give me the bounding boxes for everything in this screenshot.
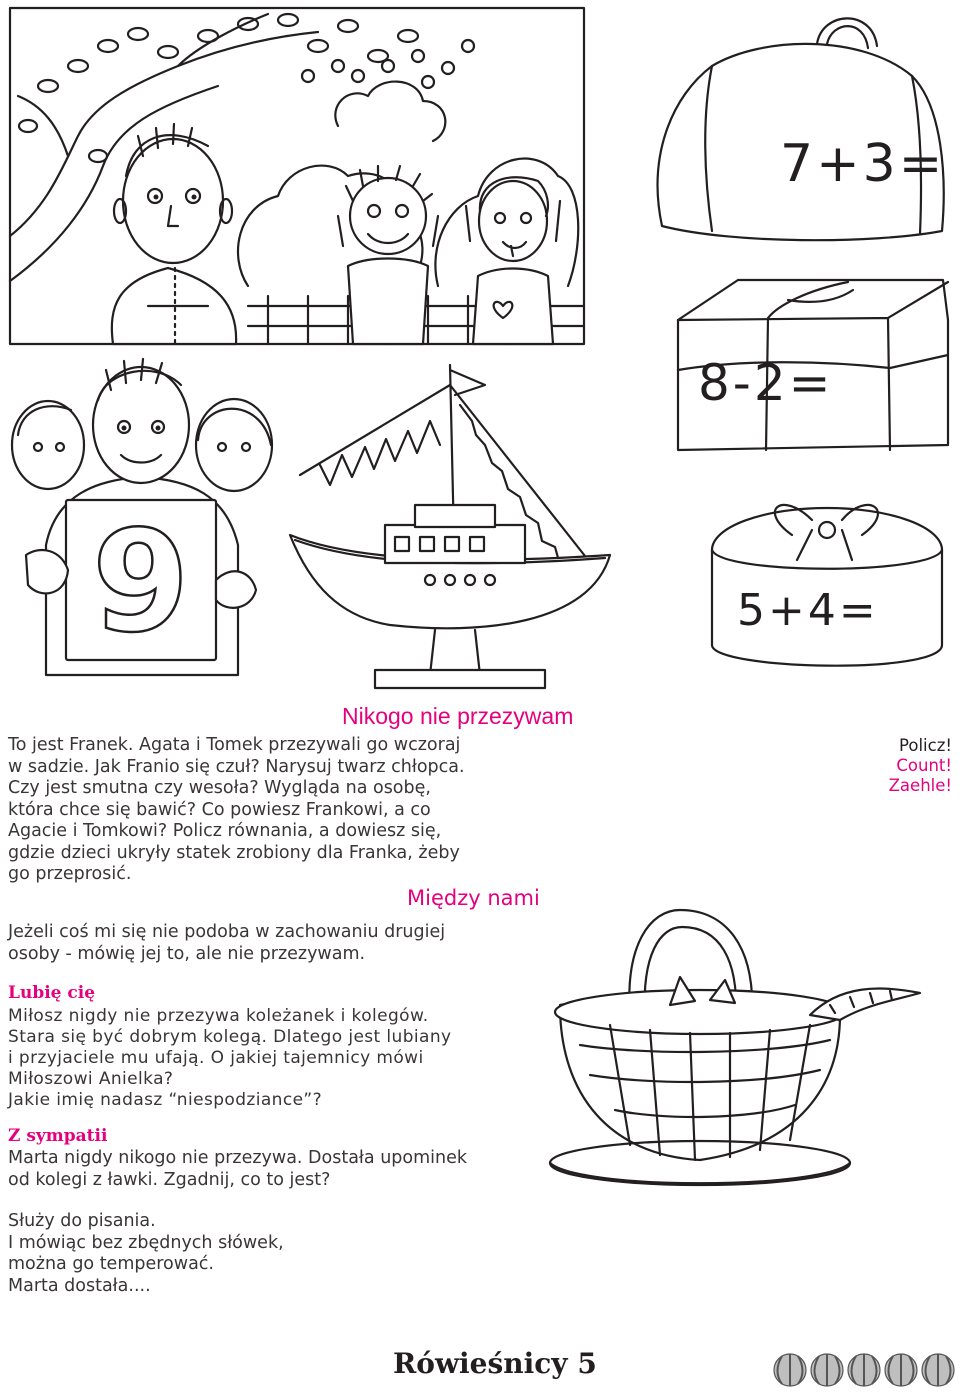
gift-box-equation-illustration bbox=[702, 480, 954, 690]
intro-line: w sadzie. Jak Franio się czuł? Narysuj twarz chłopca. bbox=[8, 756, 465, 777]
like-you-heading: Lubię cię bbox=[8, 983, 96, 1003]
footer-title: Rówieśnicy 5 bbox=[393, 1347, 597, 1380]
side-note bbox=[889, 736, 952, 796]
like-you-line: Miłosz nigdy nie przezywa koleżanek i kolegów. bbox=[8, 1006, 429, 1026]
sympathy-line: Marta nigdy nikogo nie przezywa. Dostała upominek bbox=[8, 1148, 467, 1168]
striped-ball-icon bbox=[811, 1354, 843, 1386]
sympathy-heading: Z sympatii bbox=[8, 1126, 108, 1146]
intro-line: gdzie dzieci ukryły statek zrobiony dla Franka, żeby bbox=[8, 842, 460, 863]
intro-paragraph bbox=[8, 735, 508, 886]
riddle-line: Służy do pisania. bbox=[8, 1211, 156, 1231]
like-you-line: Miłoszowi Anielka? bbox=[8, 1069, 174, 1089]
riddle-line: I mówiąc bez zbędnych słówek, bbox=[8, 1232, 284, 1253]
intro-line: To jest Franek. Agata i Tomek przezywali go wczoraj bbox=[8, 735, 461, 755]
parcel-equation-illustration bbox=[668, 260, 954, 460]
sympathy-paragraph bbox=[8, 1148, 508, 1191]
gift-box-equation: 5+4= bbox=[737, 585, 879, 636]
side-note-de: Zaehle! bbox=[888, 776, 952, 795]
riddle-line: Marta dostała.... bbox=[8, 1275, 151, 1296]
striped-ball-icon bbox=[774, 1354, 806, 1386]
striped-ball-icon bbox=[885, 1354, 917, 1386]
between-us-heading: Między nami bbox=[407, 886, 540, 910]
between-us-line: Jeżeli coś mi się nie podoba w zachowaniu drugiej bbox=[8, 922, 446, 942]
riddle-paragraph bbox=[8, 1211, 508, 1297]
article-title: Nikogo nie przezywam bbox=[342, 703, 574, 729]
bag-equation: 7+3= bbox=[780, 134, 946, 194]
between-us-paragraph bbox=[8, 922, 508, 965]
bag-equation-illustration bbox=[642, 6, 954, 252]
toy-boat-illustration bbox=[280, 355, 635, 695]
intro-line: go przeprosić. bbox=[8, 864, 132, 884]
intro-line: Agacie i Tomkowi? Policz równania, a dowiesz się, bbox=[8, 821, 442, 841]
card-number: 9 bbox=[92, 501, 190, 664]
side-note-en: Count! bbox=[896, 756, 952, 775]
like-you-paragraph bbox=[8, 1006, 508, 1111]
striped-balls-icons bbox=[772, 1352, 958, 1388]
like-you-line: Jakie imię nadasz “niespodziance”? bbox=[8, 1090, 323, 1110]
basket-with-cat-illustration bbox=[520, 905, 940, 1195]
boy-with-card-illustration bbox=[6, 355, 278, 690]
like-you-line: i przyjaciele mu ufają. O jakiej tajemnicy mówi bbox=[8, 1048, 424, 1068]
intro-line: Czy jest smutna czy wesoła? Wygląda na osobę, bbox=[8, 778, 431, 798]
like-you-line: Stara się być dobrym kolegą. Dlatego jest lubiany bbox=[8, 1027, 452, 1047]
striped-ball-icon bbox=[922, 1354, 954, 1386]
riddle-line: można go temperować. bbox=[8, 1254, 214, 1274]
side-note-pl: Policz! bbox=[899, 736, 952, 755]
parcel-equation: 8-2= bbox=[698, 354, 834, 412]
intro-line: która chce się bawić? Co powiesz Frankowi, a co bbox=[8, 799, 431, 820]
striped-ball-icon bbox=[848, 1354, 880, 1386]
sympathy-line: od kolegi z ławki. Zgadnij, co to jest? bbox=[8, 1169, 331, 1190]
between-us-line: osoby - mówię jej to, ale nie przezywam. bbox=[8, 943, 366, 964]
garden-scene-illustration bbox=[8, 6, 586, 346]
